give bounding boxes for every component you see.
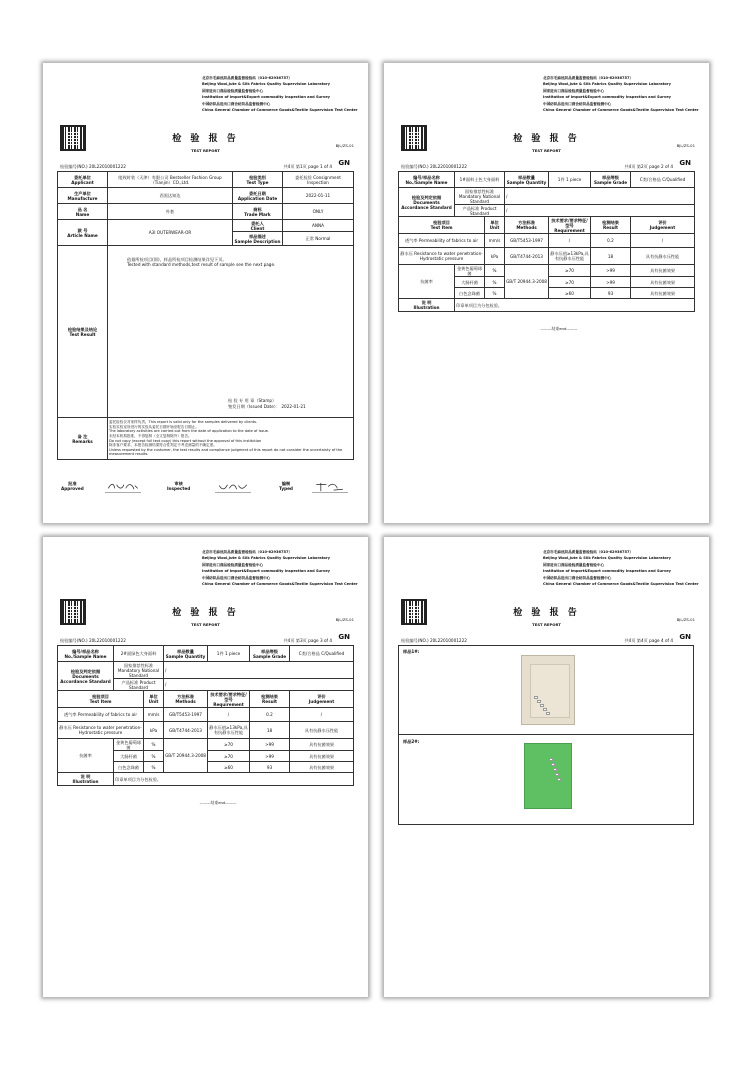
name-value: 外套 — [108, 204, 233, 220]
report-number: 检验编号(NO.) 20L22010001222 — [401, 164, 467, 169]
page-indicator: 共4页 第1页 page 1 of 4 — [283, 164, 332, 169]
report-subtitle: TEST REPORT — [532, 622, 561, 627]
end-marker: --------结束end-------- — [540, 326, 578, 331]
report-number: 检验编号(NO.) 20L22010001222 — [60, 638, 126, 643]
report-subtitle: TEST REPORT — [532, 148, 561, 153]
table-row: 抗菌率 金黄色葡萄球菌 % GB/T 20944.3-2008 ≥70 >99 具有抗菌效果 — [399, 265, 695, 277]
gn-mark: GN — [338, 633, 350, 641]
table-row: 透气率 Permeability of fabrics to air mm/s GB/T5453-1997 / 0.2 / — [399, 234, 695, 248]
form-code: BJL/ZS-01 — [676, 143, 695, 148]
sample-2-label: 样品2#: — [403, 739, 420, 744]
test-result-cell: 依据所检项目(即)，样品所检项目检测结果详见下页。 Tested with standard methods,test result of sample see the next page. 检 验 专 用 章（Stamp） 签发日期（Issued Date）： 2022-01-21 — [108, 246, 354, 418]
application-date-value: 2022-01-11 — [283, 188, 354, 204]
sample-1-photo — [521, 655, 575, 725]
sample-1-label: 样品1#: — [403, 649, 420, 654]
test-detail-table: 编号/样品名称 No./Sample Name 1#面料土色大身面料 样品数量 Sample Quantity 1件 1 piece 样品等级 Sample Grade C类/合格品 C/Qualified 检验及判定依据 Documents Accordance Standard 国家推荐性标准 Mandatory National Standard / 产品标准 Product Standard / 检验项目 Test Item 单位 Unit 方法标准 Methods 技术要求/要求特征/型号 Requirement 检测结果 Result 评价 Judgement 透气率 Permeability of fabrics to air mm/s GB/T5453-1997 / 0.2 / 静水压 Resistance to water penetration-Hydrostatic pressure kPa GB/T4744-2013 静水压值≥13kPa,具有抗静水压性能 18 具有抗静水压性能 抗菌率 金黄色葡萄球菌 % GB/T 20944.3-2008 ≥70 >99 具有抗菌效果 大肠杆菌 % ≥70 >99 具有抗菌效果 白色念珠菌 % ≥60 93 具有抗菌效果 说 明 Illustration 印章单项目为分包检验。 — [398, 171, 695, 312]
gn-mark: GN — [679, 159, 691, 167]
report-title: 检 验 报 告 — [513, 608, 580, 618]
sample-2-photo — [524, 743, 572, 809]
table-row: 静水压 Resistance to water penetration-Hydrostatic pressure kPa GB/T4744-2013 静水压值≥13kPa,具有抗静水压性能 18 具有抗静水压性能 — [399, 248, 695, 265]
table-row: 白色念珠菌 % ≥60 93 具有抗菌效果 — [58, 762, 354, 773]
report-page-4 — [384, 537, 709, 997]
report-title: 检 验 报 告 — [172, 608, 239, 618]
test-detail-table: 编号/样品名称 No./Sample Name 2#面绿色大身面料 样品数量 Sample Quantity 1件 1 piece 样品等级 Sample Grade C类/合格品 C/Qualified 检验及判定依据 Documents Accordance Standard 国家推荐性标准 Mandatory National Standard / 产品标准 Product Standard / 检验项目 Test Item 单位 Unit 方法标准 Methods 技术要求/要求特征/型号 Requirement 检测结果 Result 评价 Judgement 透气率 Permeability of fabrics to air mm/s GB/T5453-1997 / 0.2 / 静水压 Resistance to water penetration-Hydrostatic pressure kPa GB/T4744-2013 静水压值≥13kPa,具有抗静水压性能 18 具有抗静水压性能 抗菌率 金黄色葡萄球菌 % GB/T 20944.3-2008 ≥70 >99 具有抗菌效果 大肠杆菌 % ≥70 >99 具有抗菌效果 白色念珠菌 % ≥60 93 具有抗菌效果 说 明 Illustration 印章单项目为分包检验。 — [57, 645, 354, 786]
report-page-2 — [384, 63, 709, 523]
report-page-3 — [43, 537, 368, 997]
form-code: BJL/ZS-01 — [335, 617, 354, 622]
page-indicator: 共4页 第2页 page 2 of 4 — [624, 164, 673, 169]
report-subtitle: TEST REPORT — [191, 622, 220, 627]
gn-mark: GN — [679, 633, 691, 641]
report-number: 检验编号(NO.) 20L22010001222 — [401, 638, 467, 643]
typist-signature — [312, 481, 348, 493]
end-marker: --------结束end-------- — [199, 800, 237, 805]
sample-name-value: 1#面料土色大身面料 — [455, 172, 505, 188]
lab-header: 北京市毛麻丝织品质量监督检验站（010-62936757） Beijing Wool,Jute & Silk Fabrics Quality Supervision Laboratory 国家进出口商品检验质量监督检验中心 Institution of Import&Export commodity Inspection and Survey 中国纺织品进出口商会纺织品监督检测中心 China General Chamber of Commerce Goods&Textile Supervision Test Center — [543, 550, 699, 587]
lab-header: 北京市毛麻丝织品质量监督检验站（010-62936757） Beijing Wool,Jute & Silk Fabrics Quality Supervision Laboratory 国家进出口商品检验质量监督检验中心 Institution of Import&Export commodity Inspection and Survey 中国纺织品进出口商会纺织品监督检测中心 China General Chamber of Commerce Goods&Textile Supervision Test Center — [202, 76, 358, 113]
sample-description-value: 正常 Normal — [283, 232, 354, 246]
gn-mark: GN — [338, 159, 350, 167]
signature-row: 批准 Approved 审核 Inspected 编制 Typed — [57, 481, 353, 495]
table-row: 抗菌率 金黄色葡萄球菌 % GB/T 20944.3-2008 ≥70 >99 具有抗菌效果 — [58, 739, 354, 751]
lab-header: 北京市毛麻丝织品质量监督检验站（010-62936757） Beijing Wool,Jute & Silk Fabrics Quality Supervision Laboratory 国家进出口商品检验质量监督检验中心 Institution of Import&Export commodity Inspection and Survey 中国纺织品进出口商会纺织品监督检测中心 China General Chamber of Commerce Goods&Textile Supervision Test Center — [543, 76, 699, 113]
test-type-value: 委托检验 Consignment Inspection — [283, 172, 354, 188]
table-row: 大肠杆菌 % ≥70 >99 具有抗菌效果 — [399, 277, 695, 288]
table-row: 白色念珠菌 % ≥60 93 具有抗菌效果 — [399, 288, 695, 299]
table-row: 静水压 Resistance to water penetration-Hydrostatic pressure kPa GB/T4744-2013 静水压值≥13kPa,具有抗静水压性能 18 具有抗静水压性能 — [58, 722, 354, 739]
page-indicator: 共4页 第4页 page 4 of 4 — [624, 638, 673, 643]
illustration-value: 印章单项目为分包检验。 — [455, 299, 695, 312]
lab-header: 北京市毛麻丝织品质量监督检验站（010-62936757） Beijing Wool,Jute & Silk Fabrics Quality Supervision Laboratory 国家进出口商品检验质量监督检验中心 Institution of Import&Export commodity Inspection and Survey 中国纺织品进出口商会纺织品监督检测中心 China General Chamber of Commerce Goods&Textile Supervision Test Center — [202, 550, 358, 587]
remarks-cell: 委托检验仅对来样负责。This report is valid only for the samples delivered by clients. 实验实验室所进行的实验从委托日期开始至报告日期止。 The laboratory activities are carried out from the date of application to the date of issue. 未经本机构批准，不得复制（全文复制除外）报告。 Do not copy (except full text copy) this report without the approval of this institution 除非客户要求，本报告检测结果符合性判定不考虑测量的不确定度。 Unless requested by the customer, the test results and compliance judgment of this report do not consider the uncertainty of the measurement results. — [108, 418, 354, 460]
form-code: BJL/ZS-01 — [335, 143, 354, 148]
inspector-signature — [215, 481, 251, 493]
client-value: ANNA — [283, 220, 354, 232]
report-title: 检 验 报 告 — [172, 134, 239, 144]
article-value: A3I OUTERWEAR-OR — [108, 220, 233, 246]
manufacturer-value: 西黑达知达 — [108, 188, 233, 204]
summary-table: 委托单位 Applicant 绫致时装（天津）有限公司 Bestseller Fashion Group（Tianjin）CO.,Ltd. 检验类别 Test Type 委托检验 Consignment Inspection 生产单位 Manufacture 西黑达知达 委托日期 Application Date 2022-01-11 品 名 Name 外套 商标 Trade Mark ONLY 款 号 Article Name A3I OUTERWEAR-OR 委托人 Client ANNA 样品描述 Sample Description 正常 Normal 检验结果及结论 Test Result 依据所检项目(即)，样品所检项目检测结果详见下页。 Tested with standard methods,test result of sample see the next page. 检 验 专 用 章（Stamp） 签发日期（Issued Date）： 2022-01-21 备 注 Remarks 委托检验仅对来样负责。This report is valid only for the samples delivered by clients. 实验实验室所进行的实验从委托日期开始至报告日期止。 The laboratory activities are carried out from the date of application to the date of issue. 未经本机构批准，不得复制（全文复制除外）报告。 Do not copy (except full text copy) this report without the approval of this institution 除非客户要求，本报告检测结果符合性判定不考虑测量的不确定度。 Unless requested by the customer, the test results and compliance judgment of this report do not consider the uncertainty of the measurement results. — [57, 171, 354, 460]
trademark-value: ONLY — [283, 204, 354, 220]
applicant-value: 绫致时装（天津）有限公司 Bestseller Fashion Group（Tianjin）CO.,Ltd. — [108, 172, 233, 188]
page-indicator: 共4页 第3页 page 3 of 4 — [283, 638, 332, 643]
issued-date: 签发日期（Issued Date）： 2022-01-21 — [228, 404, 306, 409]
report-title: 检 验 报 告 — [513, 134, 580, 144]
form-code: BJL/ZS-01 — [676, 617, 695, 622]
report-page-1 — [43, 63, 368, 523]
report-subtitle: TEST REPORT — [191, 148, 220, 153]
illustration-value: 印章单项目为分包检验。 — [114, 773, 354, 786]
stamp-label: 检 验 专 用 章（Stamp） — [228, 398, 277, 403]
table-row: 大肠杆菌 % ≥70 >99 具有抗菌效果 — [58, 751, 354, 762]
report-number: 检验编号(NO.) 20L22010001222 — [60, 164, 126, 169]
sample-name-value: 2#面绿色大身面料 — [114, 646, 164, 662]
table-row: 透气率 Permeability of fabrics to air mm/s GB/T5453-1997 / 0.2 / — [58, 708, 354, 722]
approver-signature — [105, 481, 141, 493]
